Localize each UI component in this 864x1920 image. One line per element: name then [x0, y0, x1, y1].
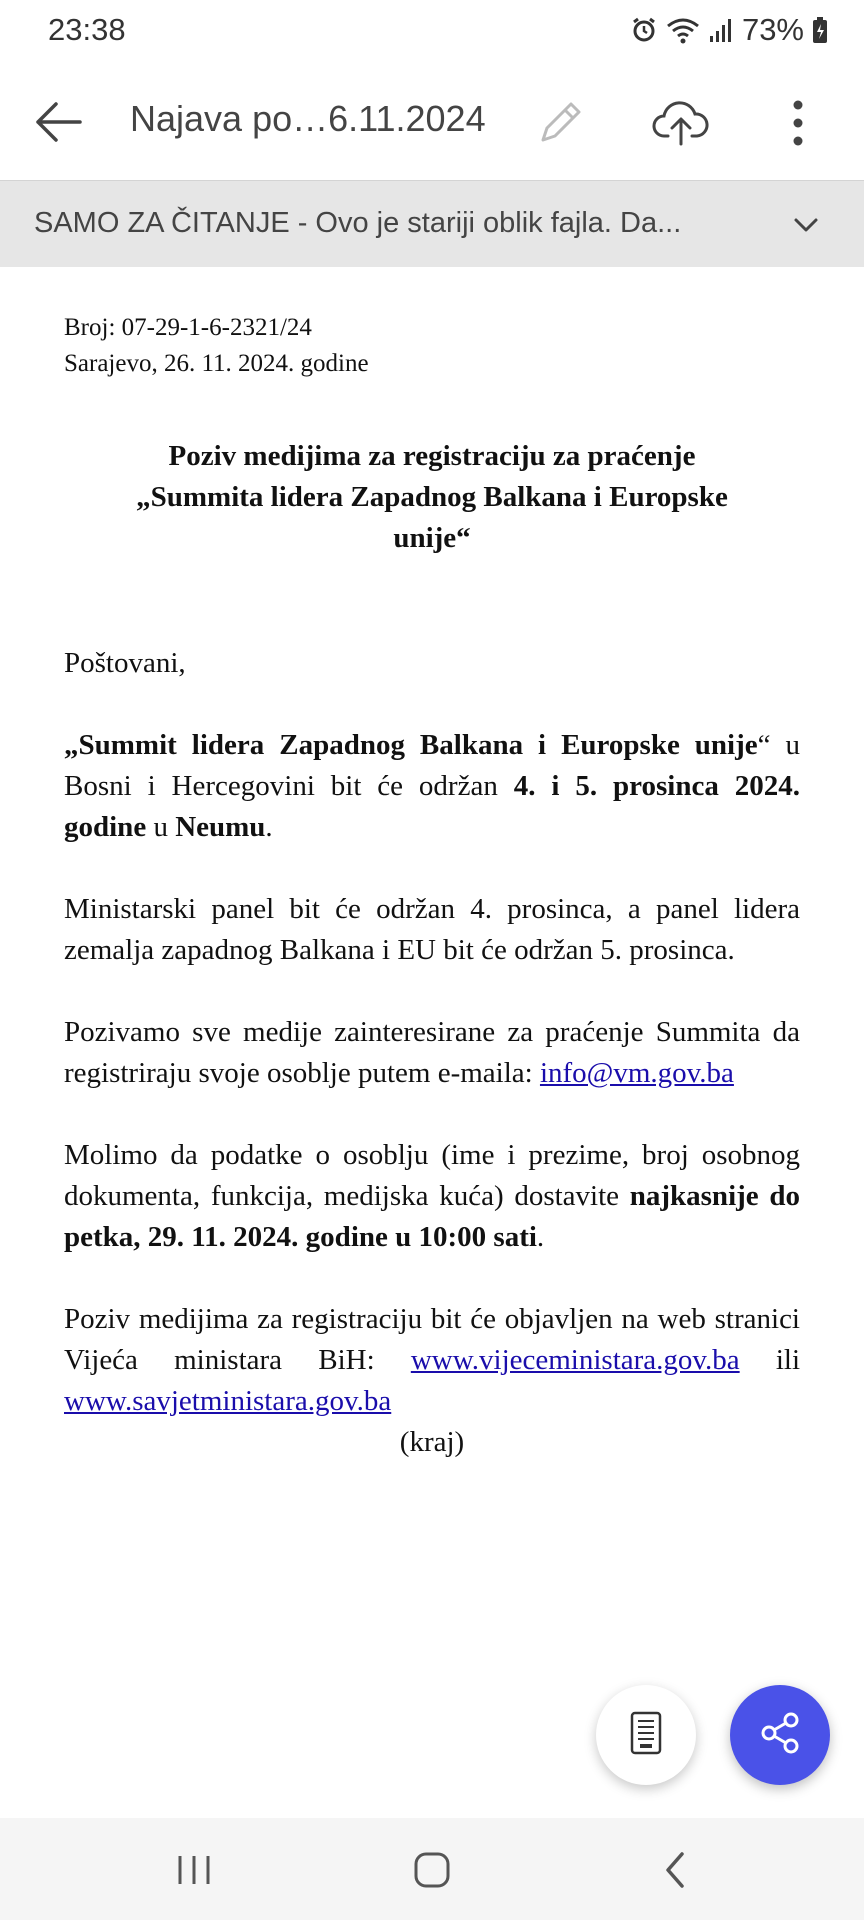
document-place-date: Sarajevo, 26. 11. 2024. godine [64, 350, 369, 377]
paragraph-registration: Pozivamo sve medije zainteresirane za praćenje Summita da registriraju svoje osoblje putem e-maila: info@vm.gov.ba [64, 1016, 800, 1089]
document-number: Broj: 07-29-1-6-2321/24 [64, 314, 312, 341]
website-link-savjet[interactable]: www.savjetministara.gov.ba [64, 1385, 392, 1417]
share-button[interactable] [730, 1685, 830, 1785]
battery-percent: 73% [741, 12, 804, 47]
heading-line: unije“ [393, 522, 471, 554]
document-heading [64, 436, 800, 559]
deadline-text: najkasnije do petka, 29. 11. 2024. godine u 10:00 sati [64, 1180, 800, 1253]
share-icon [756, 1709, 804, 1762]
heading-line: Poziv medijima za registraciju za praćenje [168, 440, 696, 472]
heading-line: „Summita lidera Zapadnog Balkana i Europske [136, 481, 728, 513]
email-link[interactable]: info@vm.gov.ba [539, 1057, 734, 1089]
reading-mode-button[interactable] [596, 1685, 696, 1785]
document-content [64, 310, 800, 1463]
wifi-icon [666, 16, 700, 44]
read-only-banner[interactable] [0, 180, 864, 267]
document-meta [64, 310, 800, 382]
pencil-icon[interactable] [533, 94, 589, 150]
status-time: 23:38 [48, 12, 126, 47]
recents-icon[interactable] [172, 1848, 216, 1892]
reading-mode-icon [626, 1711, 666, 1760]
status-icons [630, 12, 828, 48]
document-title: Najava po…6.11.2024 [130, 98, 486, 139]
home-icon[interactable] [410, 1848, 454, 1892]
paragraph-panels: Ministarski panel bit će održan 4. prosinca, a panel lidera zemalja zapadnog Balkana i EU bit će održan 5. prosinca. [64, 893, 800, 966]
status-bar [0, 0, 864, 62]
paragraph-deadline: Molimo da podatke o osoblju (ime i prezime, broj osobnog dokumenta, funkcija, medijska kuća) dostavite najkasnije do petka, 29. 11. 2024. godine u 10:00 sati. [64, 1139, 800, 1253]
summit-name: „Summit lidera Zapadnog Balkana i Europske unije [64, 729, 758, 761]
battery-icon [812, 16, 828, 44]
back-arrow-icon[interactable] [28, 90, 92, 154]
summit-dates: 4. i 5. prosinca 2024. godine [64, 770, 800, 843]
system-nav-bar [0, 1818, 864, 1920]
read-only-banner-text: SAMO ZA ČITANJE - Ovo je stariji oblik fajla. Da... [34, 207, 682, 239]
website-link-vijece[interactable]: www.vijeceministara.gov.ba [410, 1344, 740, 1376]
document-end: (kraj) [399, 1426, 465, 1458]
paragraph-website: Poziv medijima za registraciju bit će objavljen na web stranici Vijeća ministara BiH: www.vijeceministara.gov.ba ili www.savjetministara.gov.ba [64, 1303, 800, 1417]
summit-location: Neumu [175, 811, 266, 843]
cloud-upload-icon[interactable] [650, 92, 712, 154]
more-vert-icon[interactable] [780, 92, 816, 154]
signal-icon [708, 16, 734, 44]
greeting: Poštovani, [64, 647, 186, 679]
back-icon[interactable] [654, 1848, 698, 1892]
paragraph-summit: „Summit lidera Zapadnog Balkana i Europske unije“ u Bosni i Hercegovini bit će održan 4. i 5. prosinca 2024. godine u Neumu. [64, 729, 801, 843]
alarm-icon [630, 16, 658, 44]
chevron-down-icon[interactable] [788, 207, 824, 243]
app-bar [0, 62, 864, 180]
